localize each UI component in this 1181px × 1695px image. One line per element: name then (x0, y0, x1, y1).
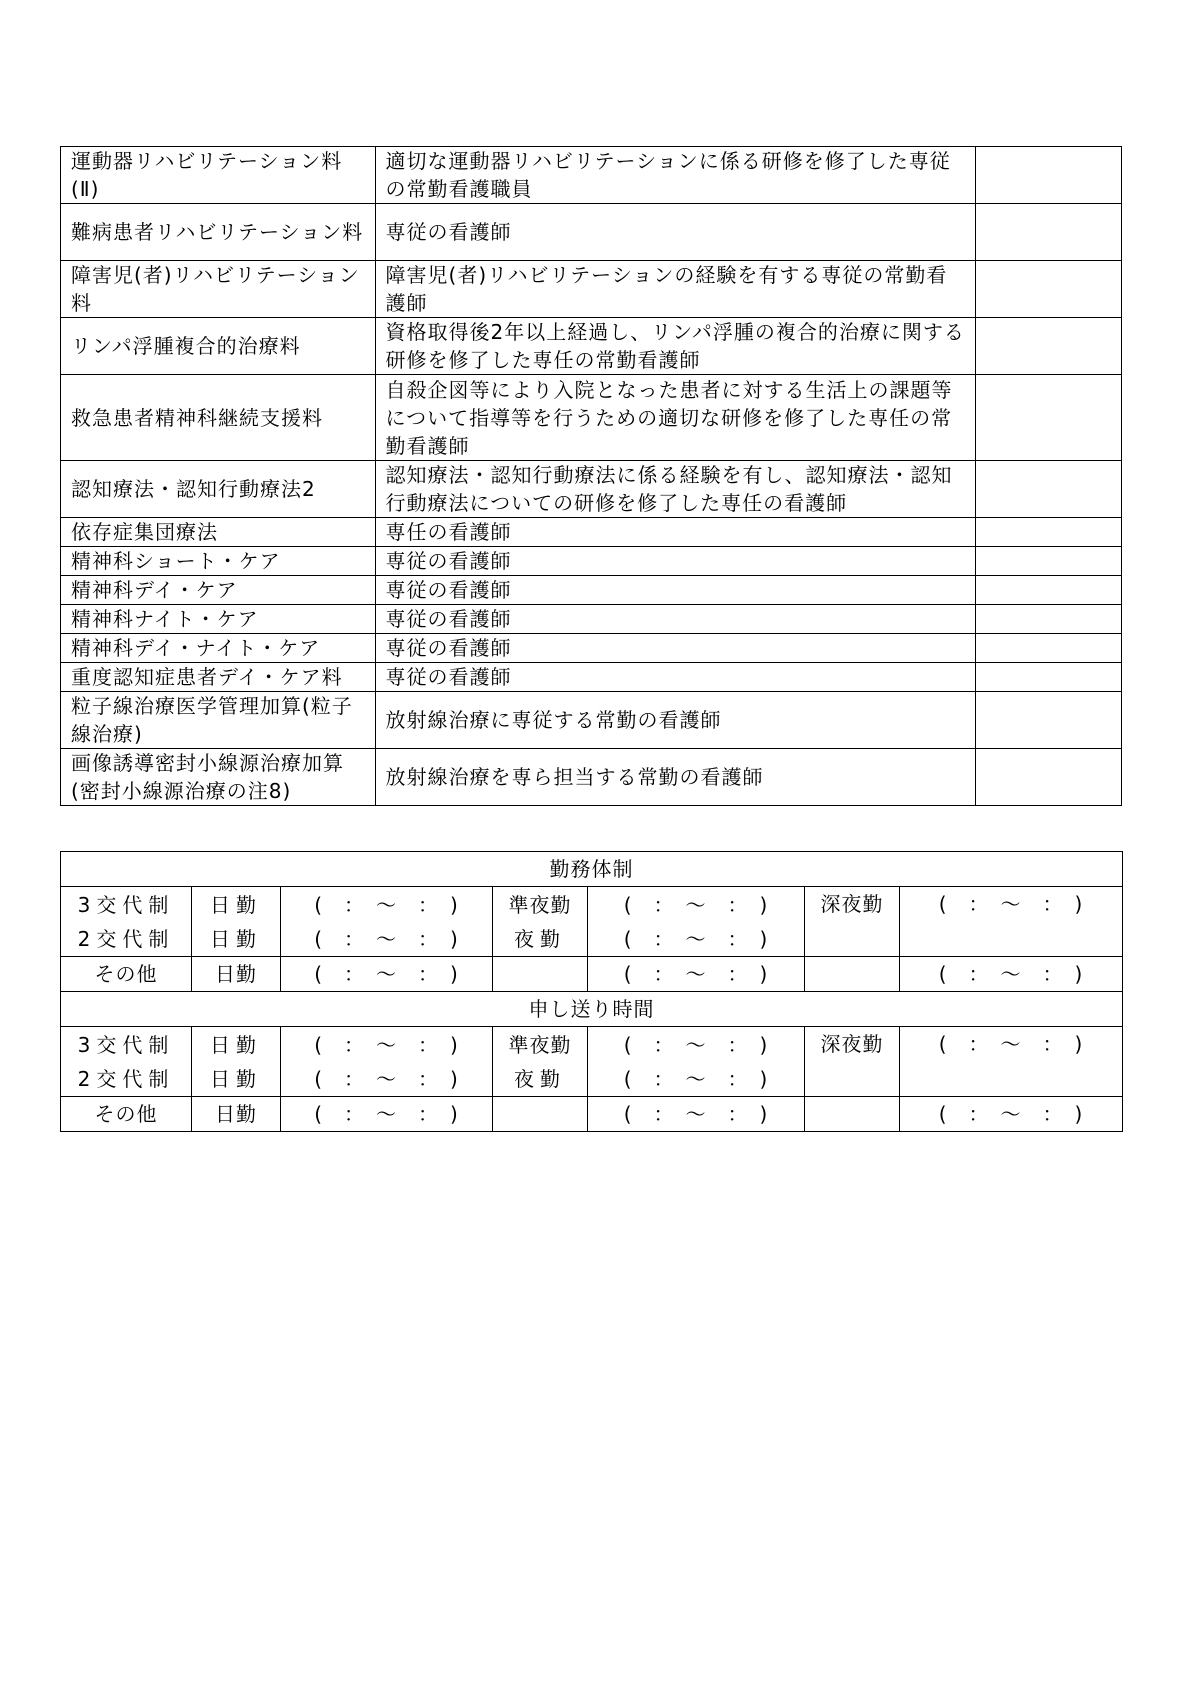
night-time-cell[interactable]: ( ： ～ ： ) ( ： ～ ： ) (588, 887, 805, 957)
empty-cell[interactable] (805, 1097, 900, 1132)
requirement-row (61, 576, 1122, 605)
handover-title: 申し送り時間 (61, 992, 1123, 1027)
day-label-cell: 日勤 (192, 1097, 281, 1132)
day-time-cell[interactable]: ( ： ～ ： ) (281, 957, 493, 992)
day-label-cell: 日勤 日勤 (192, 887, 281, 957)
empty-cell[interactable] (805, 957, 900, 992)
item-name-cell: リンパ浮腫複合的治療料 (61, 318, 376, 375)
handover-row-other (61, 1097, 1123, 1132)
other-label-cell: その他 (61, 957, 192, 992)
handover-row-3-2 (61, 1027, 1123, 1097)
deep-night-time-cell[interactable]: ( ： ～ ： ) (900, 1027, 1123, 1097)
shift-type-cell: 3交代制 2交代制 (61, 1027, 192, 1097)
item-name-cell: 精神科ナイト・ケア (61, 605, 376, 634)
requirement-cell: 専従の看護師 (375, 605, 975, 634)
requirement-row (61, 375, 1122, 461)
requirement-row (61, 634, 1122, 663)
empty-cell[interactable] (493, 957, 588, 992)
item-name-cell: 難病患者リハビリテーション料 (61, 204, 376, 261)
check-cell[interactable] (975, 147, 1121, 204)
item-name-cell: 精神科デイ・ナイト・ケア (61, 634, 376, 663)
requirement-row (61, 692, 1122, 749)
requirement-row (61, 261, 1122, 318)
other-label-cell: その他 (61, 1097, 192, 1132)
requirement-row (61, 318, 1122, 375)
item-name-cell: 画像誘導密封小線源治療加算(密封小線源治療の注8) (61, 749, 376, 806)
requirement-cell: 専従の看護師 (375, 576, 975, 605)
day-label-cell: 日勤 日勤 (192, 1027, 281, 1097)
day-label-cell: 日勤 (192, 957, 281, 992)
requirement-row (61, 547, 1122, 576)
check-cell[interactable] (975, 576, 1121, 605)
deep-night-label-cell: 深夜勤 (805, 1027, 900, 1097)
requirement-cell: 専従の看護師 (375, 204, 975, 261)
check-cell[interactable] (975, 461, 1121, 518)
item-name-cell: 認知療法・認知行動療法2 (61, 461, 376, 518)
requirement-cell: 専任の看護師 (375, 518, 975, 547)
empty-cell[interactable] (493, 1097, 588, 1132)
check-cell[interactable] (975, 634, 1121, 663)
item-name-cell: 障害児(者)リハビリテーション料 (61, 261, 376, 318)
check-cell[interactable] (975, 318, 1121, 375)
shift-table (60, 851, 1123, 1132)
requirement-row (61, 663, 1122, 692)
requirements-table (60, 146, 1122, 806)
shift-row-3-2 (61, 887, 1123, 957)
time-cell[interactable]: ( ： ～ ： ) (900, 957, 1123, 992)
item-name-cell: 救急患者精神科継続支援料 (61, 375, 376, 461)
requirement-cell: 資格取得後2年以上経過し、リンパ浮腫の複合的治療に関する研修を修了した専任の常勤看護師 (375, 318, 975, 375)
day-time-cell[interactable]: ( ： ～ ： ) ( ： ～ ： ) (281, 1027, 493, 1097)
check-cell[interactable] (975, 749, 1121, 806)
item-name-cell: 精神科デイ・ケア (61, 576, 376, 605)
requirement-cell: 専従の看護師 (375, 663, 975, 692)
requirement-cell: 放射線治療を専ら担当する常勤の看護師 (375, 749, 975, 806)
requirement-cell: 自殺企図等により入院となった患者に対する生活上の課題等について指導等を行うための適切な研修を修了した専任の常勤看護師 (375, 375, 975, 461)
night-label-cell: 準夜勤 夜勤 (493, 1027, 588, 1097)
shift-row-other (61, 957, 1123, 992)
check-cell[interactable] (975, 518, 1121, 547)
check-cell[interactable] (975, 375, 1121, 461)
requirement-cell: 適切な運動器リハビリテーションに係る研修を修了した専従の常勤看護職員 (375, 147, 975, 204)
requirement-cell: 障害児(者)リハビリテーションの経験を有する専従の常勤看護師 (375, 261, 975, 318)
check-cell[interactable] (975, 204, 1121, 261)
day-time-cell[interactable]: ( ： ～ ： ) (281, 1097, 493, 1132)
day-time-cell[interactable]: ( ： ～ ： ) ( ： ～ ： ) (281, 887, 493, 957)
requirement-cell: 専従の看護師 (375, 634, 975, 663)
night-time-cell[interactable]: ( ： ～ ： ) ( ： ～ ： ) (588, 1027, 805, 1097)
item-name-cell: 依存症集団療法 (61, 518, 376, 547)
check-cell[interactable] (975, 663, 1121, 692)
requirement-row (61, 204, 1122, 261)
time-cell[interactable]: ( ： ～ ： ) (588, 1097, 805, 1132)
requirement-row (61, 147, 1122, 204)
requirement-row (61, 518, 1122, 547)
check-cell[interactable] (975, 261, 1121, 318)
time-cell[interactable]: ( ： ～ ： ) (588, 957, 805, 992)
shift-type-cell: 3交代制 2交代制 (61, 887, 192, 957)
deep-night-label-cell: 深夜勤 (805, 887, 900, 957)
check-cell[interactable] (975, 692, 1121, 749)
shift-system-title: 勤務体制 (61, 852, 1123, 887)
check-cell[interactable] (975, 547, 1121, 576)
requirement-row (61, 749, 1122, 806)
time-cell[interactable]: ( ： ～ ： ) (900, 1097, 1123, 1132)
requirement-row (61, 461, 1122, 518)
item-name-cell: 精神科ショート・ケア (61, 547, 376, 576)
item-name-cell: 重度認知症患者デイ・ケア料 (61, 663, 376, 692)
item-name-cell: 運動器リハビリテーション料(Ⅱ) (61, 147, 376, 204)
requirement-row (61, 605, 1122, 634)
requirement-cell: 専従の看護師 (375, 547, 975, 576)
deep-night-time-cell[interactable]: ( ： ～ ： ) (900, 887, 1123, 957)
check-cell[interactable] (975, 605, 1121, 634)
item-name-cell: 粒子線治療医学管理加算(粒子線治療) (61, 692, 376, 749)
night-label-cell: 準夜勤 夜勤 (493, 887, 588, 957)
requirement-cell: 放射線治療に専従する常勤の看護師 (375, 692, 975, 749)
requirement-cell: 認知療法・認知行動療法に係る経験を有し、認知療法・認知行動療法についての研修を修了した専任の看護師 (375, 461, 975, 518)
